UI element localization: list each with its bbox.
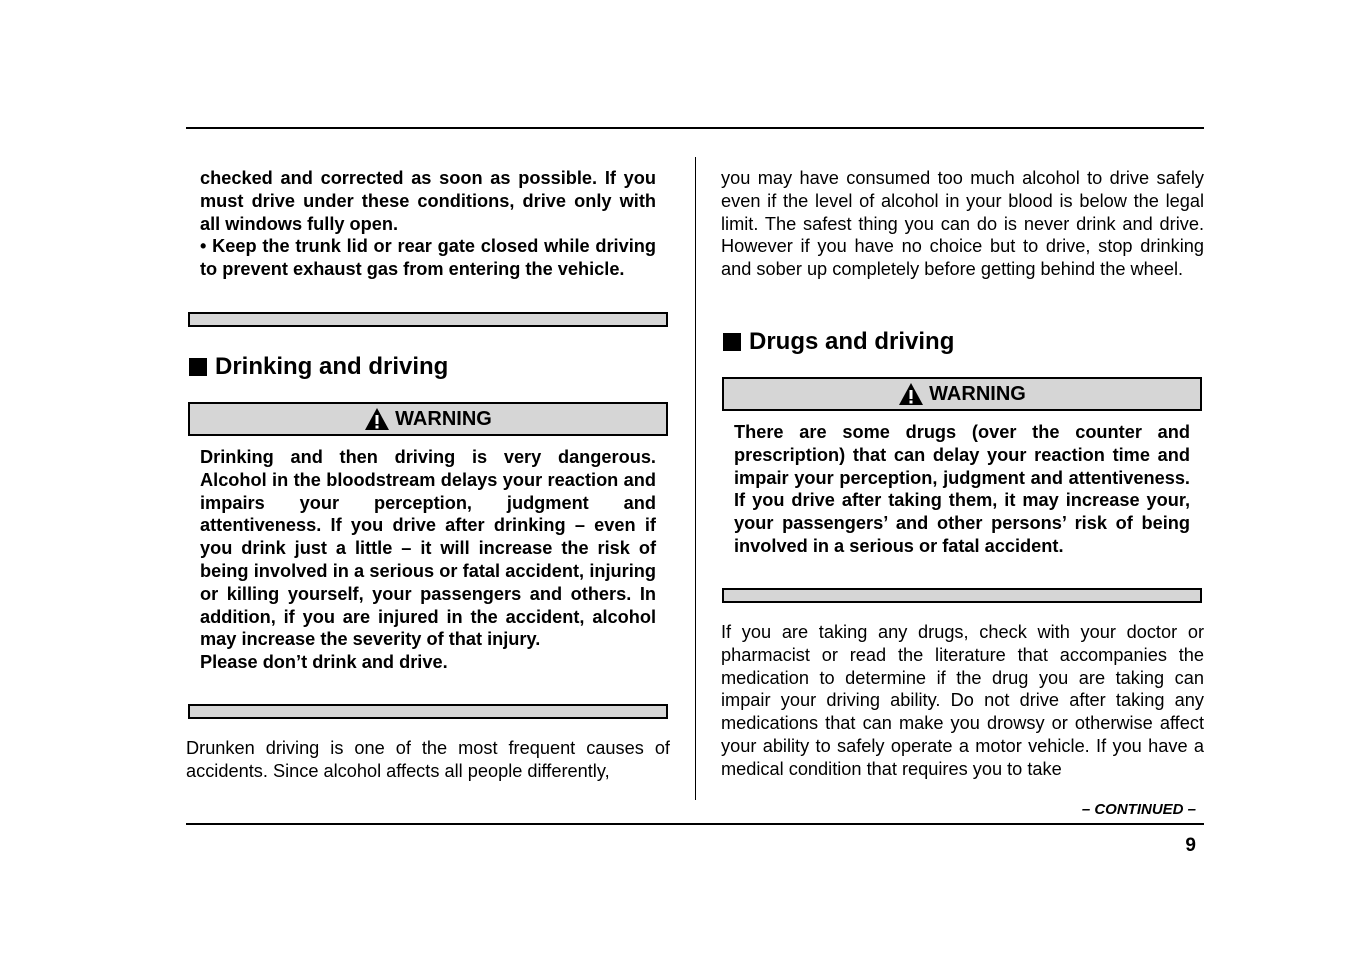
top-rule bbox=[186, 127, 1204, 129]
warning-label: WARNING bbox=[929, 382, 1026, 405]
warning-end-bar bbox=[722, 588, 1202, 603]
warning-triangle-icon bbox=[364, 407, 390, 431]
warning-end-bar bbox=[188, 312, 668, 327]
intro-paragraph: checked and corrected as soon as possible. If you must drive under these conditions, drive only with all windows fully open. bbox=[200, 168, 656, 234]
left-intro bbox=[200, 167, 656, 281]
bottom-rule bbox=[186, 823, 1204, 825]
continued-label: – CONTINUED – bbox=[1081, 801, 1196, 818]
warning-header-drugs bbox=[722, 377, 1202, 411]
warning-body-drinking bbox=[200, 446, 656, 674]
body-text: If you are taking any drugs, check with your doctor or pharmacist or read the literature that accompanies the medication to determine if the drug you are taking can impair your driving ability. Do not drive after taking any medications that can make you drowsy or otherwise affect your ability to safely operate a motor vehicle. If you have a medical condition that requires you to take bbox=[721, 622, 1204, 779]
warning-text: There are some drugs (over the counter and prescription) that can delay your reaction time and impair your perception, judgment and attentiveness. If you drive after taking them, it may increase your, your passengers’ and other persons’ risk of being involved in a serious or fatal accident. bbox=[734, 422, 1190, 556]
warning-label: WARNING bbox=[395, 407, 492, 430]
warning-end-bar bbox=[188, 704, 668, 719]
heading-text: Drugs and driving bbox=[749, 328, 955, 355]
square-bullet-icon bbox=[189, 358, 207, 376]
heading-text: Drinking and driving bbox=[215, 353, 449, 380]
warning-text: Drinking and then driving is very dangerous. Alcohol in the bloodstream delays your reaction and impairs your perception, judgment and attentiveness. If you drive after drinking – even if you drink just a little – it will increase the risk of being involved in a serious or fatal accident, injuring or killing yourself, your passengers and others. In addition, if you are injured in the accident, alcohol may increase the severity of that injury. bbox=[200, 447, 656, 650]
page-number: 9 bbox=[1185, 835, 1196, 856]
body-paragraph-right-1 bbox=[721, 167, 1204, 281]
body-paragraph-right-2 bbox=[721, 621, 1204, 781]
warning-triangle-icon bbox=[898, 382, 924, 406]
body-text: you may have consumed too much alcohol to drive safely even if the level of alcohol in your blood is below the legal limit. The safest thing you can do is never drink and drive. However if you have no choice but to drive, stop drinking and sober up completely before getting behind the wheel. bbox=[721, 168, 1204, 280]
section-heading-drinking bbox=[189, 353, 448, 381]
square-bullet-icon bbox=[723, 333, 741, 351]
warning-closing: Please don’t drink and drive. bbox=[200, 652, 448, 673]
body-text: Drunken driving is one of the most frequent causes of accidents. Since alcohol affects all people differently, bbox=[186, 738, 670, 781]
warning-body-drugs bbox=[734, 421, 1190, 558]
body-paragraph-left bbox=[186, 737, 670, 783]
section-heading-drugs bbox=[723, 328, 954, 356]
intro-bullet: • Keep the trunk lid or rear gate closed while driving to prevent exhaust gas from entering the vehicle. bbox=[200, 236, 656, 280]
column-divider bbox=[695, 157, 696, 800]
warning-header-drinking bbox=[188, 402, 668, 436]
